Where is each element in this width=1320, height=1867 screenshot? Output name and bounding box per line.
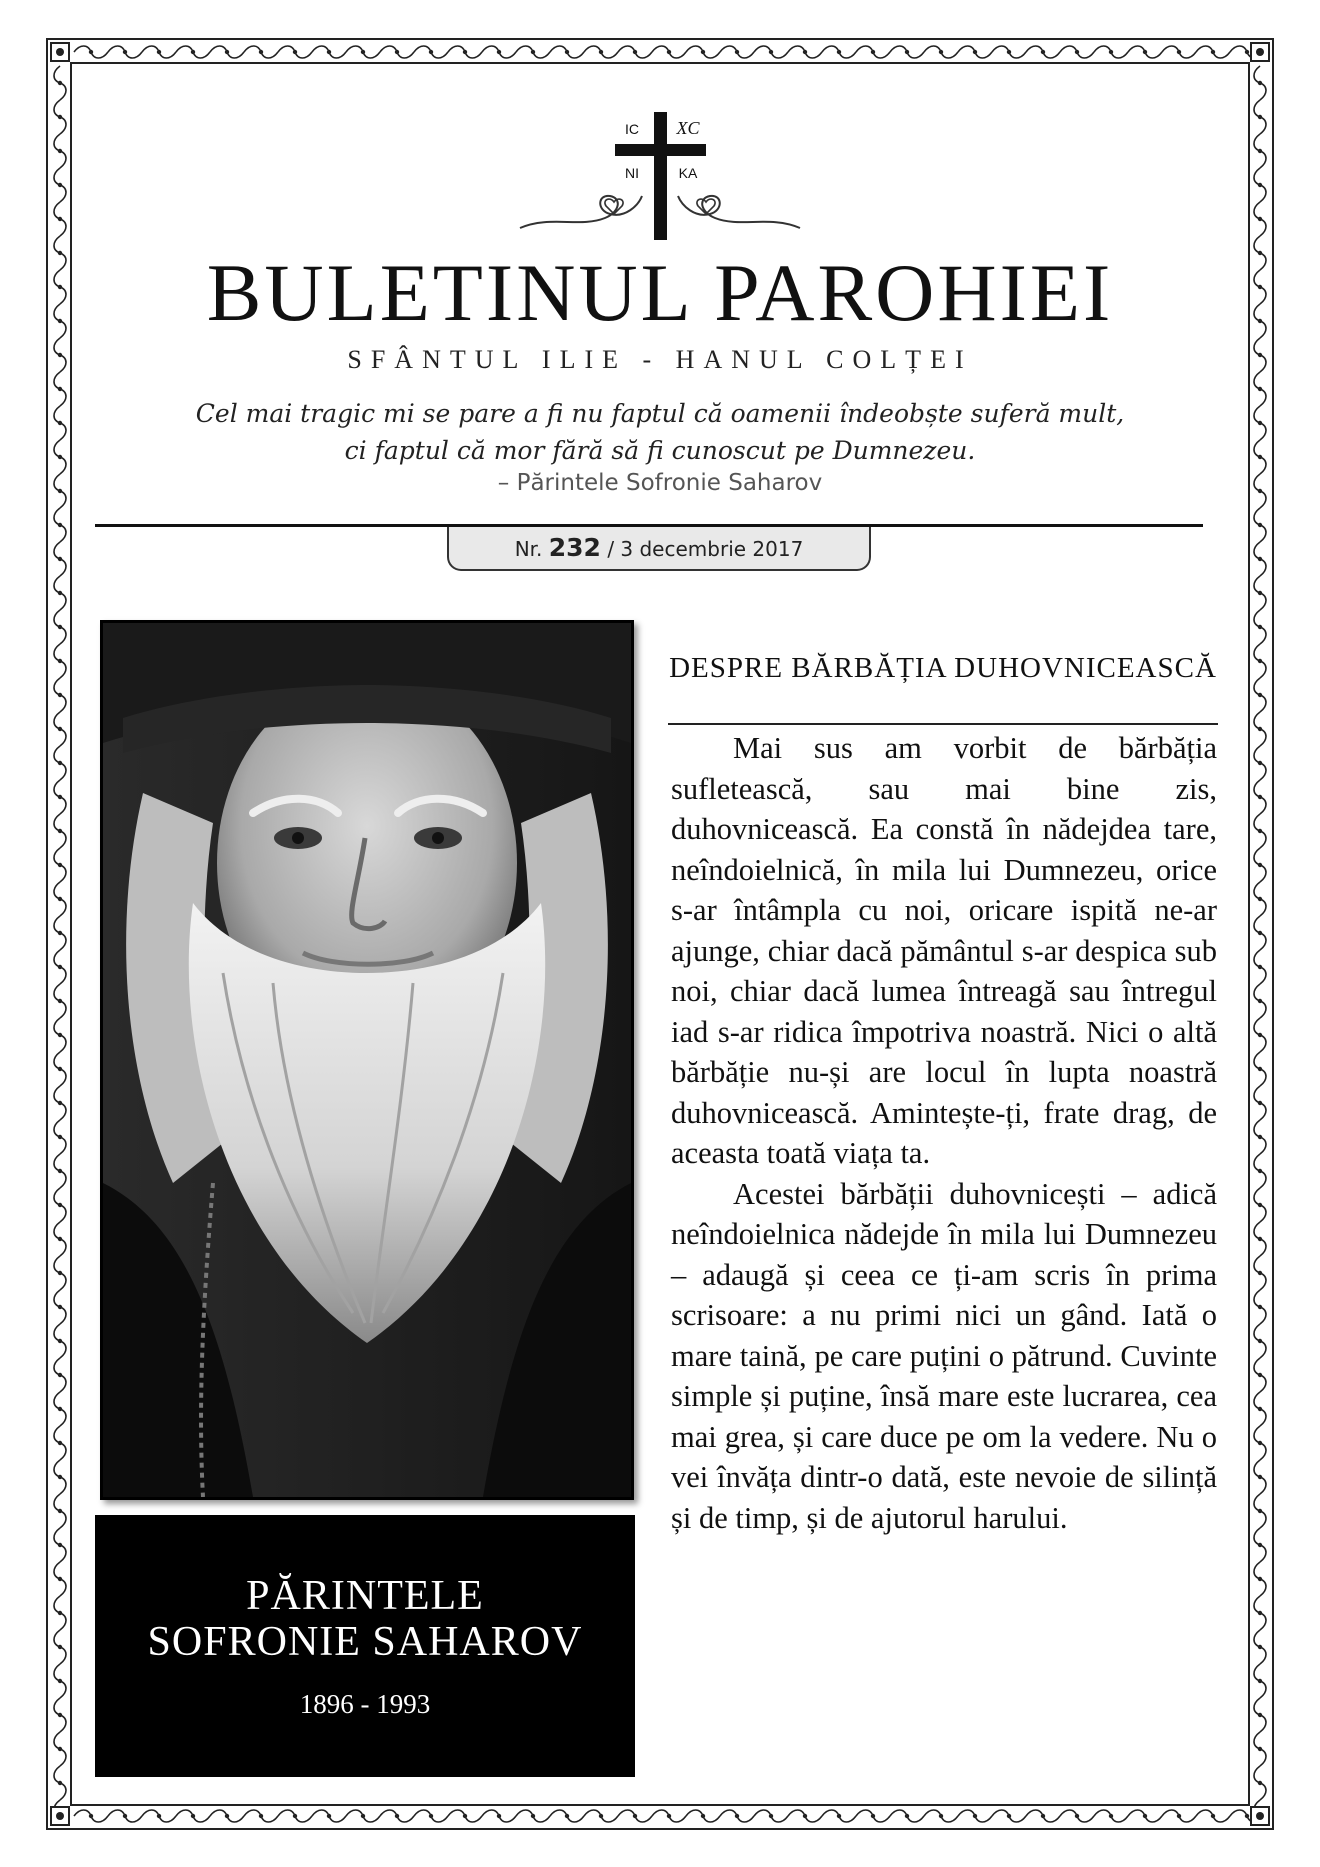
portrait-photo <box>100 620 634 1500</box>
bulletin-title: BULETINUL PAROHIEI <box>206 247 1114 338</box>
epigraph-quote <box>150 395 1170 469</box>
caption-name <box>95 1573 635 1665</box>
cross-letter: IC <box>625 121 639 137</box>
quote-line: ci faptul că mor fără să fi cunoscut pe Dumnezeu. <box>344 436 976 465</box>
cross-letter: KA <box>678 165 698 181</box>
article-body <box>671 728 1217 1538</box>
caption-name-line: PĂRINTELE <box>246 1573 484 1619</box>
caption-years: 1896 - 1993 <box>299 1689 431 1719</box>
parish-name: SFÂNTUL ILIE - HANUL COLȚEI <box>347 345 973 374</box>
article-paragraph: Mai sus am vorbit de bărbăția sufletească, sau mai bine zis, duhovnicească. Ea constă în nădejdea tare, neîndoielnică, în mila lui Dumnezeu, orice s-ar întâmpla cu noi, oricare ispită ne-ar ajunge, chiar dacă pământul s-ar despica sub noi, chiar dacă lumea întreagă sau întregul iad s-ar ridica împotriva noastră. Nici o altă bărbăție nu-și are locul în lupta noastră duhovnicească. Amintește-ți, frate drag, de aceasta toată viața ta. <box>671 731 1217 1170</box>
article-paragraph: Acestei bărbății duhovnicești – adică neîndoielnica nădejde în mila lui Dumnezeu – adaugă și ceea ce ți-am scris în prima scrisoare: a nu primi nici un gând. Iată o mare taină, pe care puțini o pătrund. Cuvinte simple și puține, însă mare este lucrarea, cea mai grea, și care duce pe om la vedere. Nu o vei învăța dintr-o dată, este nevoie de silință și de timp, și de ajutorul harului. <box>671 1176 1217 1535</box>
issue-info <box>447 527 871 571</box>
portrait-caption <box>95 1515 635 1777</box>
issue-prefix: Nr. <box>514 537 543 561</box>
cross-letter: XC <box>676 118 700 138</box>
article-title-rule <box>668 723 1218 725</box>
cross-letter: NI <box>625 165 639 181</box>
quote-line: Cel mai tragic mi se pare a fi nu faptul că oamenii îndeobște suferă mult, <box>195 399 1125 428</box>
orthodox-cross-icon <box>510 110 810 250</box>
issue-number: 232 <box>548 533 601 562</box>
caption-name-line: SOFRONIE SAHAROV <box>147 1619 583 1665</box>
issue-date: / 3 decembrie 2017 <box>607 537 804 561</box>
article-title: DESPRE BĂRBĂȚIA DUHOVNICEASCĂ <box>669 652 1217 684</box>
quote-author: – Părintele Sofronie Saharov <box>497 470 823 496</box>
